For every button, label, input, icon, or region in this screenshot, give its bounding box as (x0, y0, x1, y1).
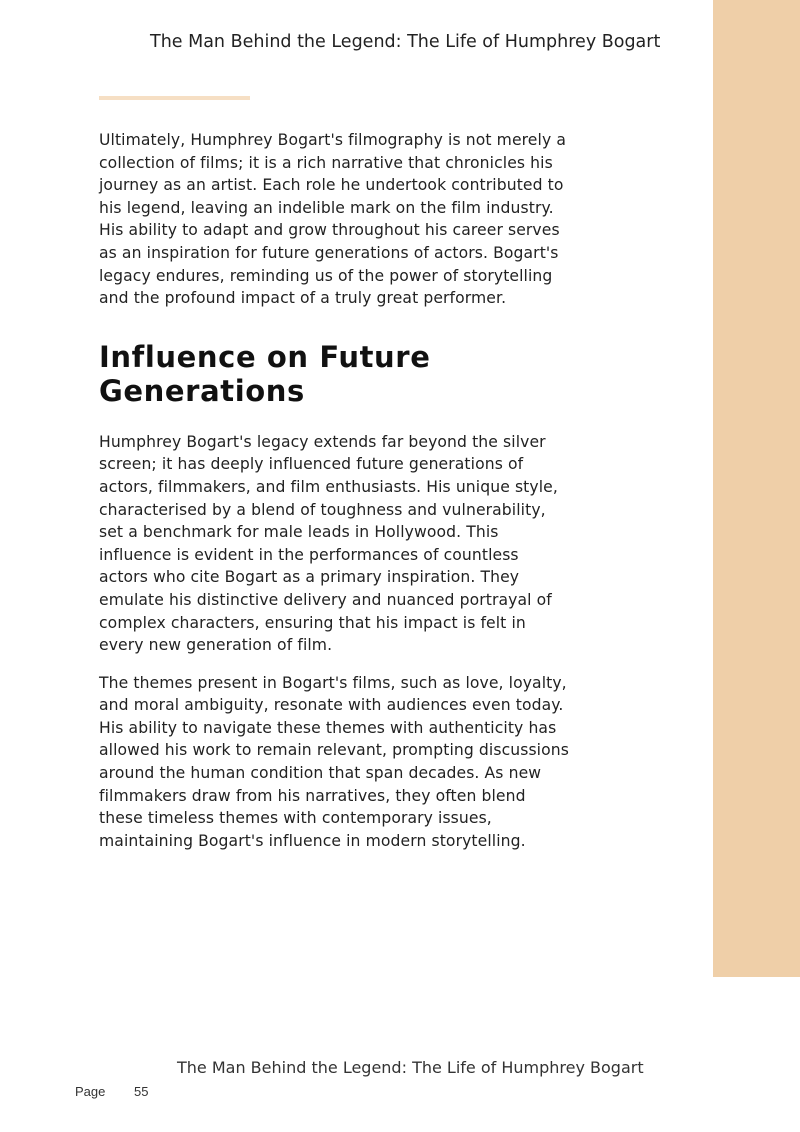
running-footer-title: The Man Behind the Legend: The Life of Humphrey Bogart (177, 1058, 644, 1077)
section-heading: Influence on Future Generations (99, 339, 431, 408)
body-paragraph-2: The themes present in Bogart's films, such as love, loyalty, and moral ambiguity, resonate with audiences even today. His ability to navigate these themes with authenticity has allowed his work to remain relevant, prompting discussions around the human condition that span decades. As new filmmakers draw from his narratives, they often blend these timeless themes with contemporary issues, maintaining Bogart's influence in modern storytelling. (99, 673, 569, 850)
running-header-title: The Man Behind the Legend: The Life of Humphrey Bogart (150, 32, 661, 52)
page-number: 55 (134, 1084, 149, 1099)
page-label: Page (75, 1084, 106, 1099)
decorative-side-bar (713, 0, 800, 977)
page-body (99, 129, 569, 852)
intro-paragraph: Ultimately, Humphrey Bogart's filmography is not merely a collection of films; it is a rich narrative that chronicles his journey as an artist. Each role he undertook contributed to his legend, leaving an indelible mark on the film industry. His ability to adapt and grow throughout his career serves as an inspiration for future generations of actors. Bogart's legacy endures, reminding us of the power of storytelling and the profound impact of a truly great performer. (99, 131, 566, 308)
header-accent-divider (99, 96, 250, 100)
body-paragraph-1: Humphrey Bogart's legacy extends far beyond the silver screen; it has deeply influenced future generations of actors, filmmakers, and film enthusiasts. His unique style, characterised by a blend of toughness and vulnerability, set a benchmark for male leads in Hollywood. This influence is evident in the performances of countless actors who cite Bogart as a primary inspiration. They emulate his distinctive delivery and nuanced portrayal of complex characters, ensuring that his impact is felt in every new generation of film. (99, 432, 558, 655)
